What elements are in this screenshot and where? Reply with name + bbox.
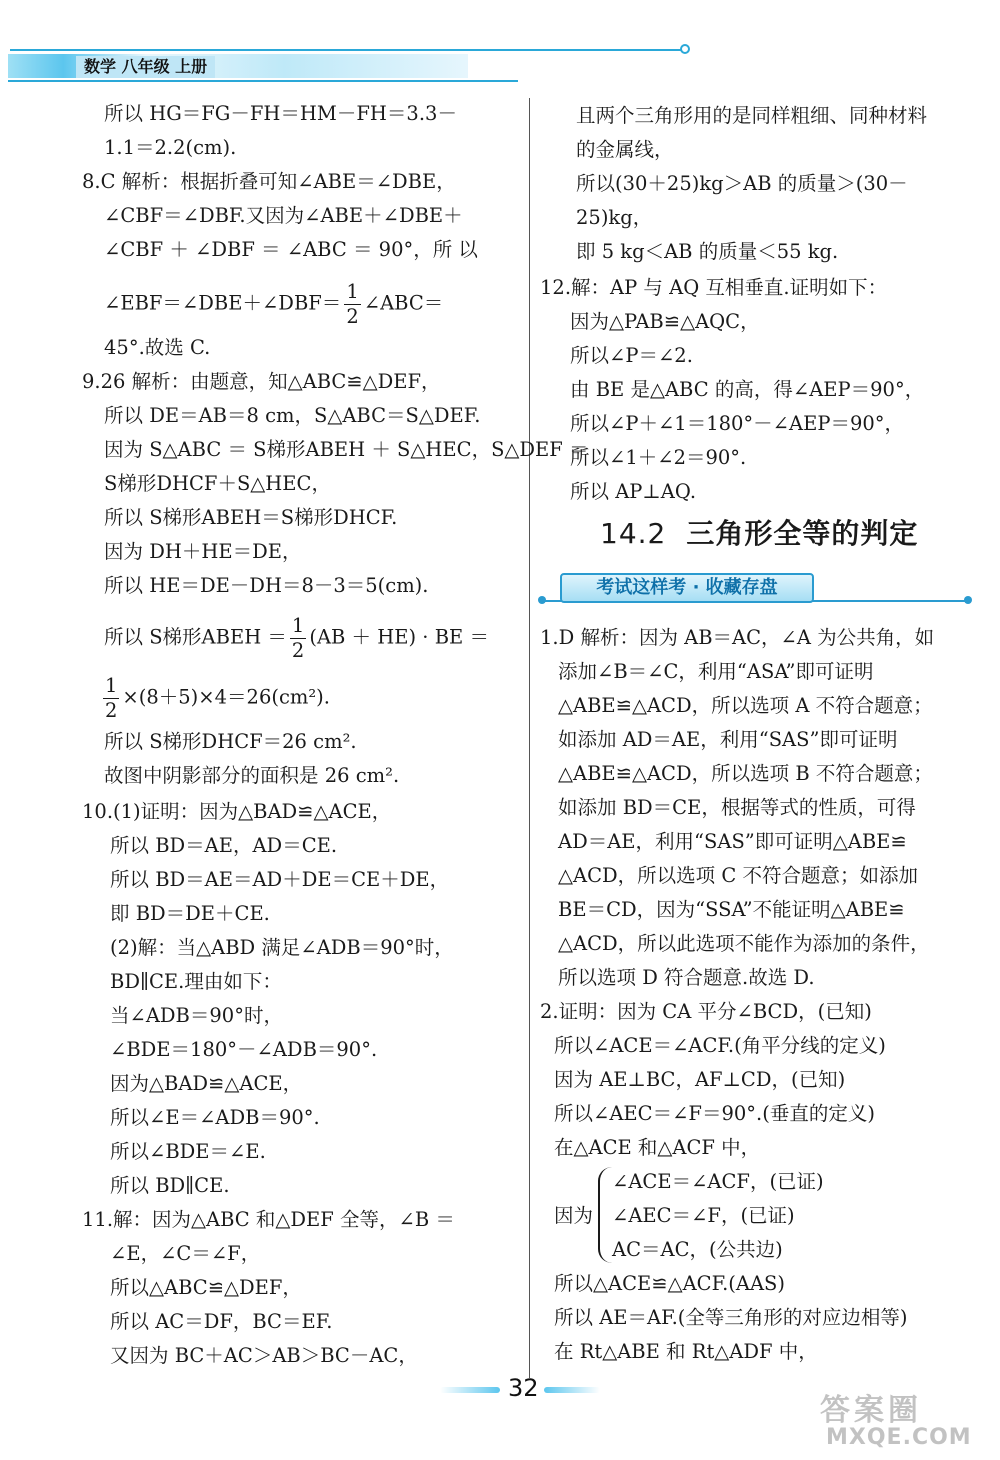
header-underline [8,80,518,82]
fraction-numerator: 1 [346,280,359,303]
page-number: 32 [508,1374,539,1402]
text-line: 因为 [554,1204,594,1227]
fraction [290,616,306,660]
text-line: 所以∠ACE＝∠ACF.(角平分线的定义) [554,1034,886,1057]
text-line: 所以∠P＝∠2. [570,344,693,367]
text-segment: (AB ＋ HE) · BE ＝ [309,625,489,649]
fraction-numerator: 1 [105,674,118,697]
text-line: 故图中阴影部分的面积是 26 cm². [104,764,400,787]
brace-line: ∠ACE＝∠ACF，(已证) [612,1170,824,1193]
section-banner: 考试这样考 · 收藏存盘 [560,573,814,603]
text-line: 的金属线， [576,138,674,161]
fraction-denominator: 2 [346,304,359,328]
brace-line: AC＝AC，(公共边) [612,1238,783,1261]
answer-1: 1.D 解析：因为 AB＝AC，∠A 为公共角，如 [540,626,935,649]
text-line: 所以 BD＝AE，AD＝CE. [110,834,338,857]
footer-decoration [544,1387,600,1393]
text-line: 45°.故选 C. [104,336,211,359]
text-line: △ACD，所以选项 C 不符合题意；如添加 [558,864,918,887]
text-line: ∠CBF ＋ ∠DBF ＝ ∠ABC ＝ 90°，所 以 [104,238,478,261]
text-line: 且两个三角形用的是同样粗细、同种材料 [576,104,928,127]
text-line: △ABE≌△ACD，所以选项 A 不符合题意； [558,694,933,717]
text-segment: ∠ABC＝ [363,291,444,315]
column-divider [529,98,530,1378]
fraction-numerator: 1 [291,614,305,637]
watermark-url: MXQE.COM [826,1425,972,1450]
bullet-dot-icon [538,596,546,604]
bullet-dot-icon [964,596,972,604]
watermark-logo [820,1385,992,1455]
text-line: 所以∠BDE＝∠E. [110,1140,266,1163]
text-line: 所以∠P＋∠1＝180°－∠AEP＝90°， [570,412,905,435]
fraction [344,282,360,326]
text-line: 在 Rt△ABE 和 Rt△ADF 中， [554,1340,818,1363]
text-line: 25)kg， [576,206,653,229]
text-line: 所以 BD∥CE. [110,1174,230,1197]
text-line: ∠BDE＝180°－∠ADB＝90°. [110,1038,378,1061]
fraction [103,676,119,720]
text-line-with-fraction [104,616,489,660]
brace-line: ∠AEC＝∠F，(已证) [612,1204,795,1227]
text-line: 所以 S梯形ABEH＝S梯形DHCF. [104,506,398,529]
text-line: 因为 S△ABC ＝ S梯形ABEH ＋ S△HEC，S△DEF ＝ [104,438,589,461]
section-number: 14.2 [600,517,667,550]
answer-9: 9.26 解析：由题意，知△ABC≌△DEF， [82,370,441,393]
text-line: ∠E，∠C＝∠F， [110,1242,261,1265]
text-line: 所以 AP⊥AQ. [570,480,697,503]
answer-12: 12.解：AP 与 AQ 互相垂直.证明如下： [540,276,888,299]
text-line: 又因为 BC＋AC＞AB＞BC－AC， [110,1344,418,1367]
text-line: S梯形DHCF＋S△HEC， [104,472,331,495]
text-line: 所以选项 D 符合题意.故选 D. [558,966,815,989]
text-line: 1.1＝2.2(cm). [104,136,237,159]
running-header-title: 数学 八年级 上册 [76,56,215,78]
text-line-with-fraction [104,282,443,326]
header-rule [10,49,682,51]
text-line: 因为△PAB≌△AQC， [570,310,760,333]
text-line: 所以 BD＝AE＝AD＋DE＝CE＋DE， [110,868,450,891]
text-line: (2)解：当△ABD 满足∠ADB＝90°时， [110,936,454,959]
text-line: 所以△ABC≌△DEF， [110,1276,302,1299]
header-dot-icon [680,44,690,54]
left-brace-icon [598,1167,612,1263]
text-line: 如添加 BD＝CE，根据等式的性质，可得 [558,796,916,819]
fraction-denominator: 2 [291,638,305,662]
fraction-denominator: 2 [105,698,118,722]
text-line: 所以 AC＝DF，BC＝EF. [110,1310,333,1333]
text-line: 所以∠1＋∠2＝90°. [570,446,747,469]
text-line: 添加∠B＝∠C，利用“ASA”即可证明 [558,660,874,683]
answer-2: 2.证明：因为 CA 平分∠BCD，(已知) [540,1000,872,1023]
answer-8: 8.C 解析：根据折叠可知∠ABE＝∠DBE， [82,170,456,193]
text-line-with-fraction [100,676,330,720]
answer-10: 10.(1)证明：因为△BAD≌△ACE， [82,800,392,823]
text-line: 所以 HE＝DE－DH＝8－3＝5(cm). [104,574,429,597]
text-line: 所以 DE＝AB＝8 cm，S△ABC＝S△DEF. [104,404,481,427]
text-line: 所以∠AEC＝∠F＝90°.(垂直的定义) [554,1102,875,1125]
text-line: 因为 DH＋HE＝DE， [104,540,302,563]
text-line: ∠CBF＝∠DBF.又因为∠ABE＋∠DBE＋ [104,204,463,227]
text-line: 所以 HG＝FG－FH＝HM－FH＝3.3－ [104,102,457,125]
text-line: BD∥CE.理由如下： [110,970,282,993]
text-line: 所以∠E＝∠ADB＝90°. [110,1106,320,1129]
text-line: 所以 S梯形DHCF＝26 cm². [104,730,357,753]
text-line: △ABE≌△ACD，所以选项 B 不符合题意； [558,762,933,785]
text-line: 如添加 AD＝AE，利用“SAS”即可证明 [558,728,898,751]
text-line: 由 BE 是△ABC 的高，得∠AEP＝90°， [570,378,925,401]
text-line: 即 5 kg＜AB 的质量＜55 kg. [576,240,839,263]
page-footer [440,1372,600,1406]
text-line: 所以(30＋25)kg＞AB 的质量＞(30－ [576,172,908,195]
text-line: △ACD，所以此选项不能作为添加的条件， [558,932,930,955]
text-line: 所以 AE＝AF.(全等三角形的对应边相等) [554,1306,908,1329]
text-line: 所以△ACE≌△ACF.(AAS) [554,1272,786,1295]
text-segment: 所以 S梯形ABEH ＝ [104,625,287,649]
text-line: BE＝CD，因为“SSA”不能证明△ABE≌ [558,898,905,921]
text-line: 即 BD＝DE＋CE. [110,902,270,925]
text-line: 当∠ADB＝90°时， [110,1004,283,1027]
answer-11: 11.解：因为△ABC 和△DEF 全等，∠B ＝ [82,1208,455,1231]
text-segment: ∠EBF＝∠DBE＋∠DBF＝ [104,291,342,315]
section-heading [600,512,918,552]
footer-decoration [440,1387,500,1393]
watermark-text: 答案圈 [820,1393,922,1428]
text-segment: ×(8＋5)×4＝26(cm²). [122,685,330,709]
text-line: 在△ACE 和△ACF 中， [554,1136,761,1159]
text-line: AD＝AE，利用“SAS”即可证明△ABE≌ [558,830,907,853]
section-title: 三角形全等的判定 [686,517,919,550]
text-line: 因为△BAD≌△ACE， [110,1072,303,1095]
text-line: 因为 AE⊥BC，AF⊥CD，(已知) [554,1068,846,1091]
